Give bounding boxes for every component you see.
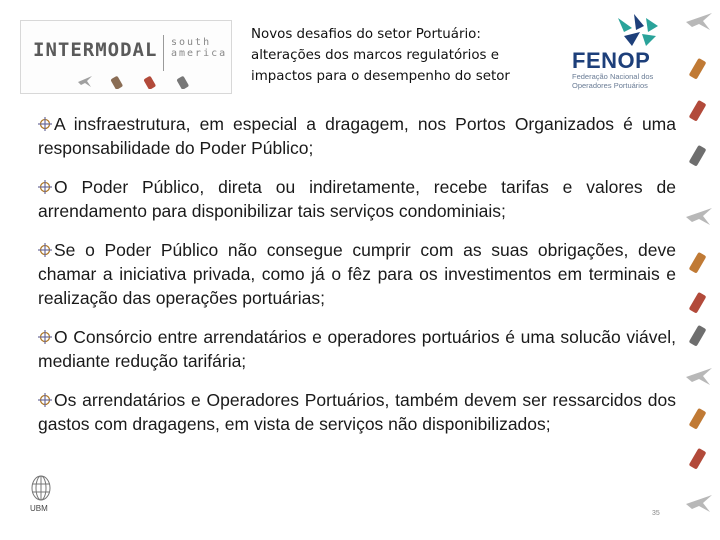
intermodal-sub-text: south america — [171, 37, 228, 59]
airplane-icon — [77, 73, 93, 93]
slide-title — [251, 24, 551, 87]
bullet-item — [38, 388, 676, 436]
train-icon — [176, 73, 192, 93]
train-icon — [684, 325, 714, 351]
airplane-icon — [684, 10, 714, 36]
ship-icon — [684, 292, 714, 318]
bullet-text: A insfraestrutura, em especial a dragagem, nos Portos Organizados é uma responsabilidade do Poder Público; — [38, 114, 676, 158]
ubm-emblem-icon — [24, 474, 58, 502]
truck-icon — [684, 408, 714, 434]
bullet-text: O Consórcio entre arrendatários e operadores portuários é uma solucão viável, mediante redução tarifária; — [38, 327, 676, 371]
airplane-icon — [684, 492, 714, 518]
airplane-icon — [684, 365, 714, 391]
truck-icon — [684, 252, 714, 278]
bullet-text: Os arrendatários e Operadores Portuários, também devem ser ressarcidos dos gastos com dragagens, em vista de serviços não disponibilizados; — [38, 390, 676, 434]
crosshair-bullet-icon — [38, 389, 54, 403]
fenop-logo — [570, 12, 680, 96]
truck-icon — [684, 58, 714, 84]
crosshair-bullet-icon — [38, 113, 54, 127]
slide-title-line: impactos para o desempenho do setor — [251, 69, 510, 84]
bullet-item — [38, 112, 676, 160]
ship-icon — [143, 73, 159, 93]
fenop-tagline: Federação Nacional dos Operadores Portuários — [572, 72, 654, 90]
decorative-side-strip — [680, 0, 720, 540]
transport-icons — [77, 73, 204, 93]
slide-title-line: Novos desafios do setor Portuário: — [251, 27, 481, 42]
crosshair-bullet-icon — [38, 176, 54, 190]
page-number: 35 — [652, 510, 660, 517]
bullet-item — [38, 175, 676, 223]
bullet-item — [38, 325, 676, 373]
ship-icon — [684, 448, 714, 474]
bullet-text: O Poder Público, direta ou indiretamente, recebe tarifas e valores de arrendamento para disponibilizar tais serviços condominiais; — [38, 177, 676, 221]
logo-divider — [163, 35, 164, 71]
fenop-name: FENOP — [572, 48, 651, 73]
fenop-emblem-icon — [610, 12, 670, 52]
crosshair-bullet-icon — [38, 239, 54, 253]
bullet-text: Se o Poder Público não consegue cumprir com as suas obrigações, deve chamar a iniciativa privada, como já o fêz para os investimentos em terminais e realização das operações portuárias; — [38, 240, 676, 308]
ubm-text: UBM — [30, 504, 48, 513]
intermodal-logo — [20, 20, 232, 94]
airplane-icon — [684, 205, 714, 231]
train-icon — [684, 145, 714, 171]
bullet-list — [38, 112, 676, 451]
truck-icon — [110, 73, 126, 93]
ship-icon — [684, 100, 714, 126]
bullet-item — [38, 238, 676, 310]
crosshair-bullet-icon — [38, 326, 54, 340]
slide-title-line: alterações dos marcos regulatórios e — [251, 48, 500, 63]
intermodal-brand-text: INTERMODAL — [33, 39, 158, 61]
